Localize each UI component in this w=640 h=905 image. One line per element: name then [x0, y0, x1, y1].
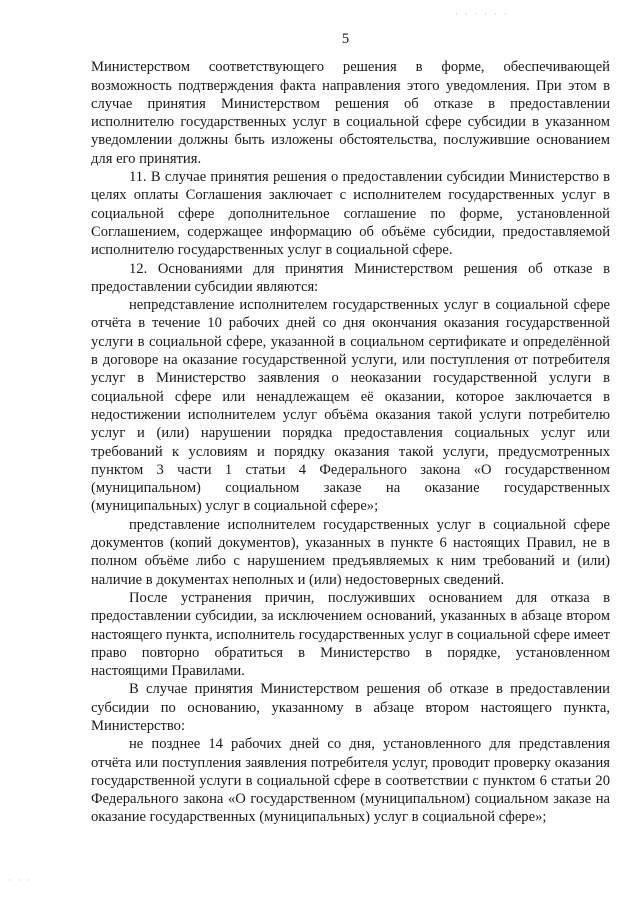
paragraph-ground-documents: представление исполнителем государственных услуг в социальной сфере документов (копий документов), указанных в пункте 6 настоящих Правил, не в полном объёме либо с нарушением предъявляемых к ним требований и (или) наличие в документах неполных и (или) недостоверных сведений.: [91, 516, 610, 588]
page-number: 5: [341, 31, 350, 47]
scan-artifact-top: · · · · · ·: [455, 10, 509, 20]
paragraph-item-11: 11. В случае принятия решения о предоставлении субсидии Министерство в целях оплаты Соглашения заключает с исполнителем государственных услуг в социальной сфере дополнительное соглашение по форме, установленной Соглашением, содержащее информацию об объёме субсидии, предоставляемой исполнителю государственных услуг в социальной сфере.: [91, 169, 610, 259]
paragraph-continuation: Министерством соответствующего решения в форме, обеспечивающей возможность подтверждения факта направления этого уведомления. При этом в случае принятия Министерством решения об отказе в предоставлении исполнителю государственных услуг в социальной сфере субсидии в указанном уведомлении должны быть изложены обстоятельства, послужившие основанием для его принятия.: [91, 59, 610, 167]
paragraph-inspection: не позднее 14 рабочих дней со дня, установленного для представления отчёта или поступления заявления потребителя услуг, проводит проверку оказания государственной услуги в социальной сфере в соответствии с пунктом 6 статьи 20 Федерального закона «О государственном (муниципальном) социальном заказе на оказание государственных (муниципальных) услуг в социальной сфере»;: [91, 736, 610, 826]
paragraph-ground-report: непредставление исполнителем государственных услуг в социальной сфере отчёта в течение 10 рабочих дней со дня окончания оказания государственной услуги в социальной сфере, указанной в социальном сертификате и определённой в договоре на оказание государственной услуги, или поступления от потребителя услуг в Министерство заявления о неоказании государственной услуги в социальной сфере или ненадлежащем её оказании, которое заключается в недостижении исполнителем услуг объёма оказания такой услуги потребителю услуг и (или) нарушении порядка предоставления социальных услуг или требований к условиям и порядку оказания такой услуги, предусмотренных пунктом 3 части 1 статьи 4 Федерального закона «О государственном (муниципальном) социальном заказе на оказание государственных (муниципальных) услуг в социальной сфере»;: [91, 297, 610, 515]
paragraph-resubmission: После устранения причин, послуживших основанием для отказа в предоставлении субсидии, за исключением оснований, указанных в абзаце втором настоящего пункта, исполнитель государственных услуг в социальной сфере имеет право повторно обратиться в Министерство в порядке, установленном настоящими Правилами.: [91, 589, 610, 680]
paragraph-refusal-case: В случае принятия Министерством решения об отказе в предоставлении субсидии по основанию, указанному в абзаце втором настоящего пункта, Министерство:: [91, 681, 610, 734]
paragraph-item-12: 12. Основаниями для принятия Министерством решения об отказе в предоставлении субсидии являются:: [91, 260, 610, 295]
scan-artifact-bottom: · · ·: [8, 876, 33, 886]
